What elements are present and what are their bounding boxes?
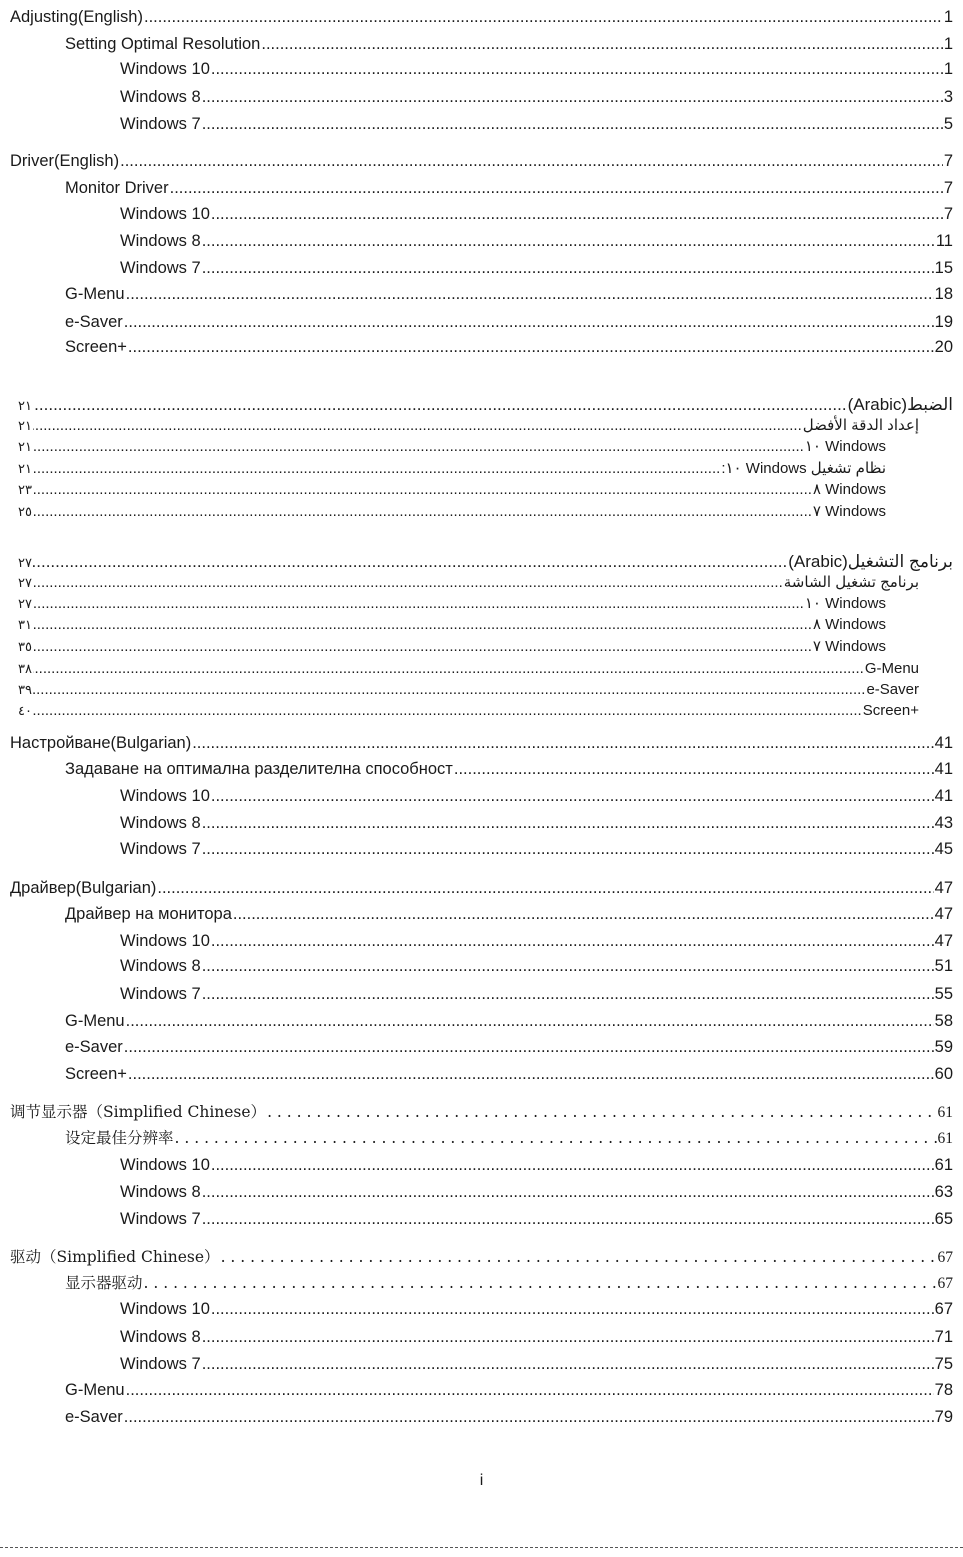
dot-leader [202, 231, 935, 251]
toc-entry-page: 47 [934, 932, 953, 950]
toc-entry-page: 65 [934, 1210, 953, 1228]
toc-entry-page: ٢١ [18, 419, 32, 434]
toc-entry-label: برنامج التشغيل(Arabic) [788, 552, 953, 571]
dot-leader [126, 284, 934, 304]
toc-entry[interactable] [18, 480, 886, 501]
toc-entry[interactable] [120, 204, 953, 224]
toc-entry-page: 58 [934, 1012, 953, 1030]
dot-leader [261, 34, 942, 54]
toc-entry[interactable] [18, 416, 919, 437]
toc-entry-page: 60 [934, 1065, 953, 1083]
toc-entry-label: 设定最佳分辨率 [65, 1129, 174, 1147]
toc-entry-label: G-Menu [864, 660, 919, 677]
dot-leader [33, 680, 866, 700]
dot-leader [33, 416, 802, 436]
toc-entry-label: ٧ Windows [812, 638, 886, 655]
toc-entry[interactable] [120, 956, 953, 976]
toc-entry[interactable] [18, 701, 919, 722]
toc-entry-label: Windows 8 [120, 1328, 201, 1346]
toc-entry-label: Windows 10 [120, 787, 210, 805]
toc-entry-label: Driver(English) [10, 152, 120, 170]
dot-leader [221, 1247, 937, 1267]
toc-entry[interactable] [65, 1011, 953, 1031]
dot-leader [211, 1299, 934, 1319]
toc-entry-label: e-Saver [65, 1038, 123, 1056]
toc-entry[interactable] [120, 1182, 953, 1202]
toc-entry-label: Windows 7 [120, 985, 201, 1003]
dot-leader [202, 956, 934, 976]
toc-entry-label: Windows 7 [120, 115, 201, 133]
toc-entry[interactable] [120, 1209, 953, 1229]
dot-leader [233, 904, 934, 924]
dot-leader [211, 931, 934, 951]
dot-leader [33, 573, 783, 593]
toc-entry-page: 5 [943, 115, 953, 133]
dot-leader [124, 1407, 934, 1427]
toc-entry-label: Windows 8 [120, 232, 201, 250]
toc-entry[interactable] [120, 87, 953, 107]
dot-leader [202, 813, 934, 833]
toc-entry-page: 43 [934, 814, 953, 832]
dot-leader [211, 204, 943, 224]
toc-entry[interactable] [18, 637, 886, 658]
toc-entry-page: ٤٠ [18, 704, 32, 719]
toc-entry-label: Screen+ [65, 338, 127, 356]
toc-entry[interactable] [18, 659, 919, 680]
dot-leader [33, 615, 812, 635]
toc-entry-page: 55 [934, 985, 953, 1003]
toc-entry[interactable] [120, 984, 953, 1004]
toc-entry[interactable] [18, 502, 886, 523]
toc-entry[interactable] [120, 231, 953, 251]
toc-entry-label: G-Menu [65, 1381, 125, 1399]
toc-entry[interactable] [120, 1155, 953, 1175]
toc-entry-page: 67 [934, 1300, 953, 1318]
toc-entry-page: 18 [934, 285, 953, 303]
toc-entry[interactable] [65, 1128, 953, 1149]
toc-entry-label: 驱动（Simplified Chinese） [10, 1248, 220, 1266]
dot-leader [202, 87, 943, 107]
toc-entry[interactable] [18, 680, 919, 701]
toc-entry-label: Windows 8 [120, 88, 201, 106]
toc-entry-page: ٢١ [18, 462, 32, 477]
dot-leader [202, 1327, 934, 1347]
toc-entry-label: Setting Optimal Resolution [65, 35, 261, 53]
toc-entry-page: 19 [934, 313, 953, 331]
toc-entry-page: ٣٨ [18, 662, 32, 677]
dot-leader [126, 1011, 934, 1031]
toc-entry[interactable] [18, 395, 953, 417]
toc-entry[interactable] [65, 1380, 953, 1400]
toc-entry[interactable] [120, 839, 953, 859]
dot-leader [202, 984, 934, 1004]
toc-entry-page: 71 [934, 1328, 953, 1346]
toc-entry-page: ٢٧ [18, 556, 32, 571]
toc-entry[interactable] [18, 594, 886, 615]
toc-entry[interactable] [120, 258, 953, 278]
toc-entry-page: 63 [934, 1183, 953, 1201]
toc-entry[interactable] [18, 615, 886, 636]
toc-entry-label: Windows 7 [120, 1210, 201, 1228]
toc-entry-page: 61 [937, 1130, 953, 1147]
toc-entry-page: 7 [943, 205, 953, 223]
toc-entry-label: ٨ Windows [812, 616, 886, 633]
toc-entry-label: ٨ Windows [812, 481, 886, 498]
dot-leader [124, 1037, 934, 1057]
toc-entry-page: ٣٥ [18, 640, 32, 655]
toc-entry[interactable] [120, 114, 953, 134]
toc-entry-label: Windows 10 [120, 1156, 210, 1174]
dot-leader [33, 502, 812, 522]
toc-entry-label: ١٠ Windows [804, 595, 886, 612]
toc-entry-label: ٧ Windows [812, 503, 886, 520]
toc-entry-label: Windows 8 [120, 1183, 201, 1201]
toc-entry[interactable] [18, 437, 886, 458]
toc-entry-label: برنامج تشغيل الشاشة [783, 574, 919, 591]
toc-entry[interactable] [65, 1064, 953, 1084]
dot-leader [124, 312, 934, 332]
toc-entry-label: Драйвер(Bulgarian) [10, 879, 157, 897]
toc-entry-label: Windows 7 [120, 1355, 201, 1373]
toc-entry-page: 78 [934, 1381, 953, 1399]
dot-leader [267, 1102, 936, 1122]
toc-entry-label: 显示器驱动 [65, 1274, 143, 1292]
dot-leader [33, 637, 812, 657]
toc-entry-label: e-Saver [65, 313, 123, 331]
dot-leader [33, 594, 804, 614]
dot-leader [33, 701, 862, 721]
toc-entry-label: Windows 7 [120, 840, 201, 858]
toc-entry-label: Monitor Driver [65, 179, 169, 197]
toc-entry[interactable] [65, 34, 953, 54]
toc-entry[interactable] [65, 904, 953, 924]
toc-entry-label: Windows 7 [120, 259, 201, 277]
dot-leader [202, 1182, 934, 1202]
toc-entry-page: 67 [937, 1275, 953, 1292]
toc-entry-page: 7 [943, 152, 953, 170]
toc-entry[interactable] [65, 759, 953, 779]
toc-entry-label: Задаване на оптимална разделителна способност [65, 760, 453, 778]
dot-leader [33, 480, 812, 500]
dot-leader [128, 337, 934, 357]
toc-entry-label: Драйвер на монитора [65, 905, 232, 923]
dot-leader [128, 1064, 934, 1084]
toc-entry-page: 41 [934, 734, 953, 752]
toc-entry-page: ٣١ [18, 618, 32, 633]
toc-entry[interactable] [120, 1327, 953, 1347]
footer-divider [0, 1547, 963, 1548]
toc-entry-page: 59 [934, 1038, 953, 1056]
toc-entry-page: 67 [937, 1249, 953, 1266]
toc-entry-label: Adjusting(English) [10, 8, 143, 26]
toc-entry[interactable] [120, 1299, 953, 1319]
dot-leader [175, 1128, 937, 1148]
toc-entry-label: نظام تشغيل Windows ١٠: [721, 460, 886, 477]
dot-leader [202, 1209, 934, 1229]
toc-entry-label: Windows 10 [120, 60, 210, 78]
toc-entry[interactable] [10, 878, 953, 898]
toc-entry[interactable] [10, 7, 953, 27]
dot-leader [211, 59, 943, 79]
toc-entry-label: Windows 10 [120, 932, 210, 950]
toc-entry-page: 41 [934, 760, 953, 778]
toc-entry[interactable] [10, 1102, 953, 1123]
toc-entry-label: Настройване(Bulgarian) [10, 734, 192, 752]
toc-entry[interactable] [65, 1273, 953, 1294]
page-number: i [479, 1472, 484, 1489]
toc-entry[interactable] [120, 931, 953, 951]
toc-entry[interactable] [10, 151, 953, 171]
toc-entry-label: الضبط(Arabic) [847, 395, 953, 414]
toc-entry[interactable] [18, 573, 919, 594]
toc-entry-label: e-Saver [65, 1408, 123, 1426]
dot-leader [33, 659, 864, 679]
toc-entry-label: Screen+ [65, 1065, 127, 1083]
dot-leader [144, 7, 943, 27]
toc-entry-page: 7 [943, 179, 953, 197]
toc-entry[interactable] [65, 1407, 953, 1427]
toc-entry-page: 61 [937, 1104, 953, 1121]
dot-leader [202, 258, 934, 278]
toc-entry[interactable] [120, 1354, 953, 1374]
toc-entry-page: 15 [934, 259, 953, 277]
toc-entry[interactable] [18, 552, 953, 574]
toc-entry-label: Windows 10 [120, 205, 210, 223]
toc-entry[interactable] [120, 813, 953, 833]
toc-entry[interactable] [120, 786, 953, 806]
dot-leader [211, 786, 934, 806]
toc-entry-page: ٢٧ [18, 576, 32, 591]
dot-leader [454, 759, 934, 779]
dot-leader [202, 1354, 934, 1374]
toc-entry-page: 1 [943, 60, 953, 78]
toc-entry-label: Windows 8 [120, 814, 201, 832]
toc-entry-page: 75 [934, 1355, 953, 1373]
toc-entry-label: G-Menu [65, 285, 125, 303]
toc-entry-page: ٢٧ [18, 597, 32, 612]
dot-leader [192, 733, 933, 753]
dot-leader [126, 1380, 934, 1400]
dot-leader [157, 878, 933, 898]
toc-entry-label: ١٠ Windows [804, 438, 886, 455]
toc-entry[interactable] [65, 337, 953, 357]
toc-entry[interactable] [65, 312, 953, 332]
toc-entry-page: ٢٥ [18, 505, 32, 520]
dot-leader [202, 839, 934, 859]
toc-entry-label: 调节显示器（Simplified Chinese） [10, 1103, 267, 1121]
dot-leader [144, 1273, 937, 1293]
dot-leader [120, 151, 943, 171]
toc-entry-page: 47 [934, 905, 953, 923]
dot-leader [211, 1155, 934, 1175]
toc-entry-label: إعداد الدقة الأفضل [802, 417, 919, 434]
toc-entry[interactable] [65, 284, 953, 304]
toc-entry[interactable] [65, 1037, 953, 1057]
dot-leader [33, 437, 804, 457]
toc-entry-label: e-Saver [866, 681, 919, 698]
toc-entry-page: 45 [934, 840, 953, 858]
toc-entry-page: 1 [943, 35, 953, 53]
toc-entry[interactable] [10, 733, 953, 753]
toc-entry-page: 79 [934, 1408, 953, 1426]
toc-entry-page: 47 [934, 879, 953, 897]
dot-leader [170, 178, 943, 198]
toc-entry-page: 1 [943, 8, 953, 26]
toc-entry-page: 11 [935, 232, 953, 250]
toc-entry-page: ٢٣ [18, 483, 32, 498]
toc-entry[interactable] [120, 59, 953, 79]
dot-leader [202, 114, 943, 134]
toc-entry-label: Windows 10 [120, 1300, 210, 1318]
toc-entry-page: ٣٩ [18, 683, 32, 698]
toc-entry-page: 41 [934, 787, 953, 805]
toc-entry-page: 3 [943, 88, 953, 106]
dot-leader [33, 459, 720, 479]
toc-entry-page: ٢١ [18, 399, 32, 414]
toc-entry-label: G-Menu [65, 1012, 125, 1030]
toc-entry[interactable] [10, 1247, 953, 1268]
toc-entry-label: Screen+ [862, 702, 919, 719]
toc-entry-page: ٢١ [18, 440, 32, 455]
toc-entry-page: 20 [934, 338, 953, 356]
toc-entry-label: Windows 8 [120, 957, 201, 975]
dot-leader [33, 552, 787, 572]
toc-entry[interactable] [18, 459, 886, 480]
toc-entry[interactable] [65, 178, 953, 198]
toc-entry-page: 61 [934, 1156, 953, 1174]
toc-entry-page: 51 [934, 957, 953, 975]
dot-leader [33, 395, 847, 415]
